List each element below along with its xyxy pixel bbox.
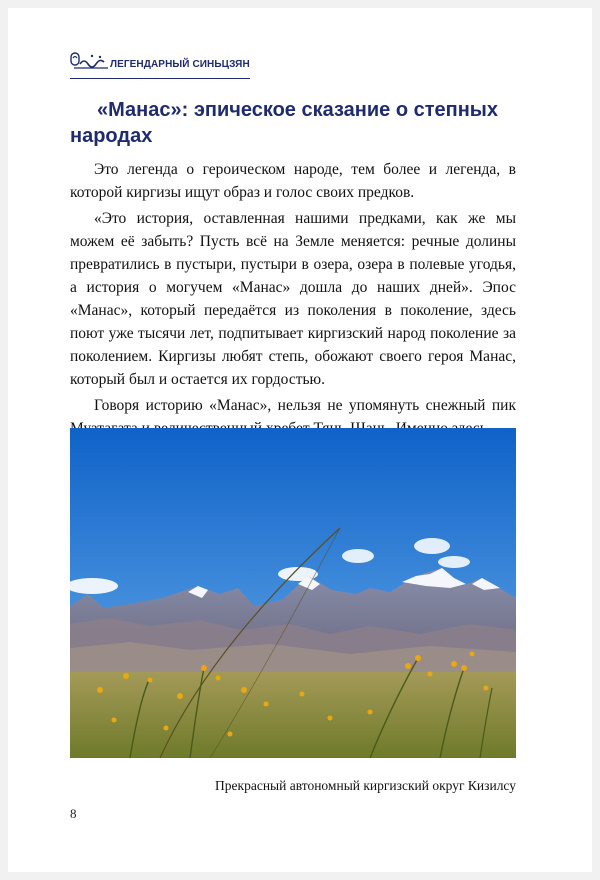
- article-body: [70, 158, 516, 443]
- xinjiang-logo: [70, 50, 110, 74]
- paragraph: Говоря историю «Манас», нельзя не упомянуть снежный пик: [94, 397, 516, 414]
- mountain-meadow-image: [70, 428, 516, 758]
- paragraph: Это легенда о героическом народе, тем более и легенда, в которой киргизы ищут образ и голос своих предков.: [70, 161, 516, 201]
- landscape-photo: [70, 428, 516, 758]
- photo-caption: Прекрасный автономный киргизский округ Кизилсу: [215, 778, 516, 793]
- running-header: [70, 50, 270, 80]
- page-number: 8: [70, 806, 77, 821]
- article-title: «Манас»: эпическое сказание о степных народах: [70, 99, 499, 147]
- header-divider: [70, 78, 250, 79]
- header-title: ЛЕГЕНДАРНЫЙ СИНЬЦЗЯН: [110, 59, 250, 70]
- paragraph: «Это история, оставленная нашими предками, как же мы можем её забыть? Пусть всё на Земле меняется: речные долины превратились в пустыри, пустыри в озера, озера в полевые угодья, а история о могучем «Манас» дошла до наших дней». Эпос «Манас», который передаётся из поколения в поколение, здесь поют уже тысячи лет, подпитывает киргизский народ поколение за поколением. Киргизы любят степь, обожают своего героя Манас, который был и остается их гордостью.: [70, 210, 516, 388]
